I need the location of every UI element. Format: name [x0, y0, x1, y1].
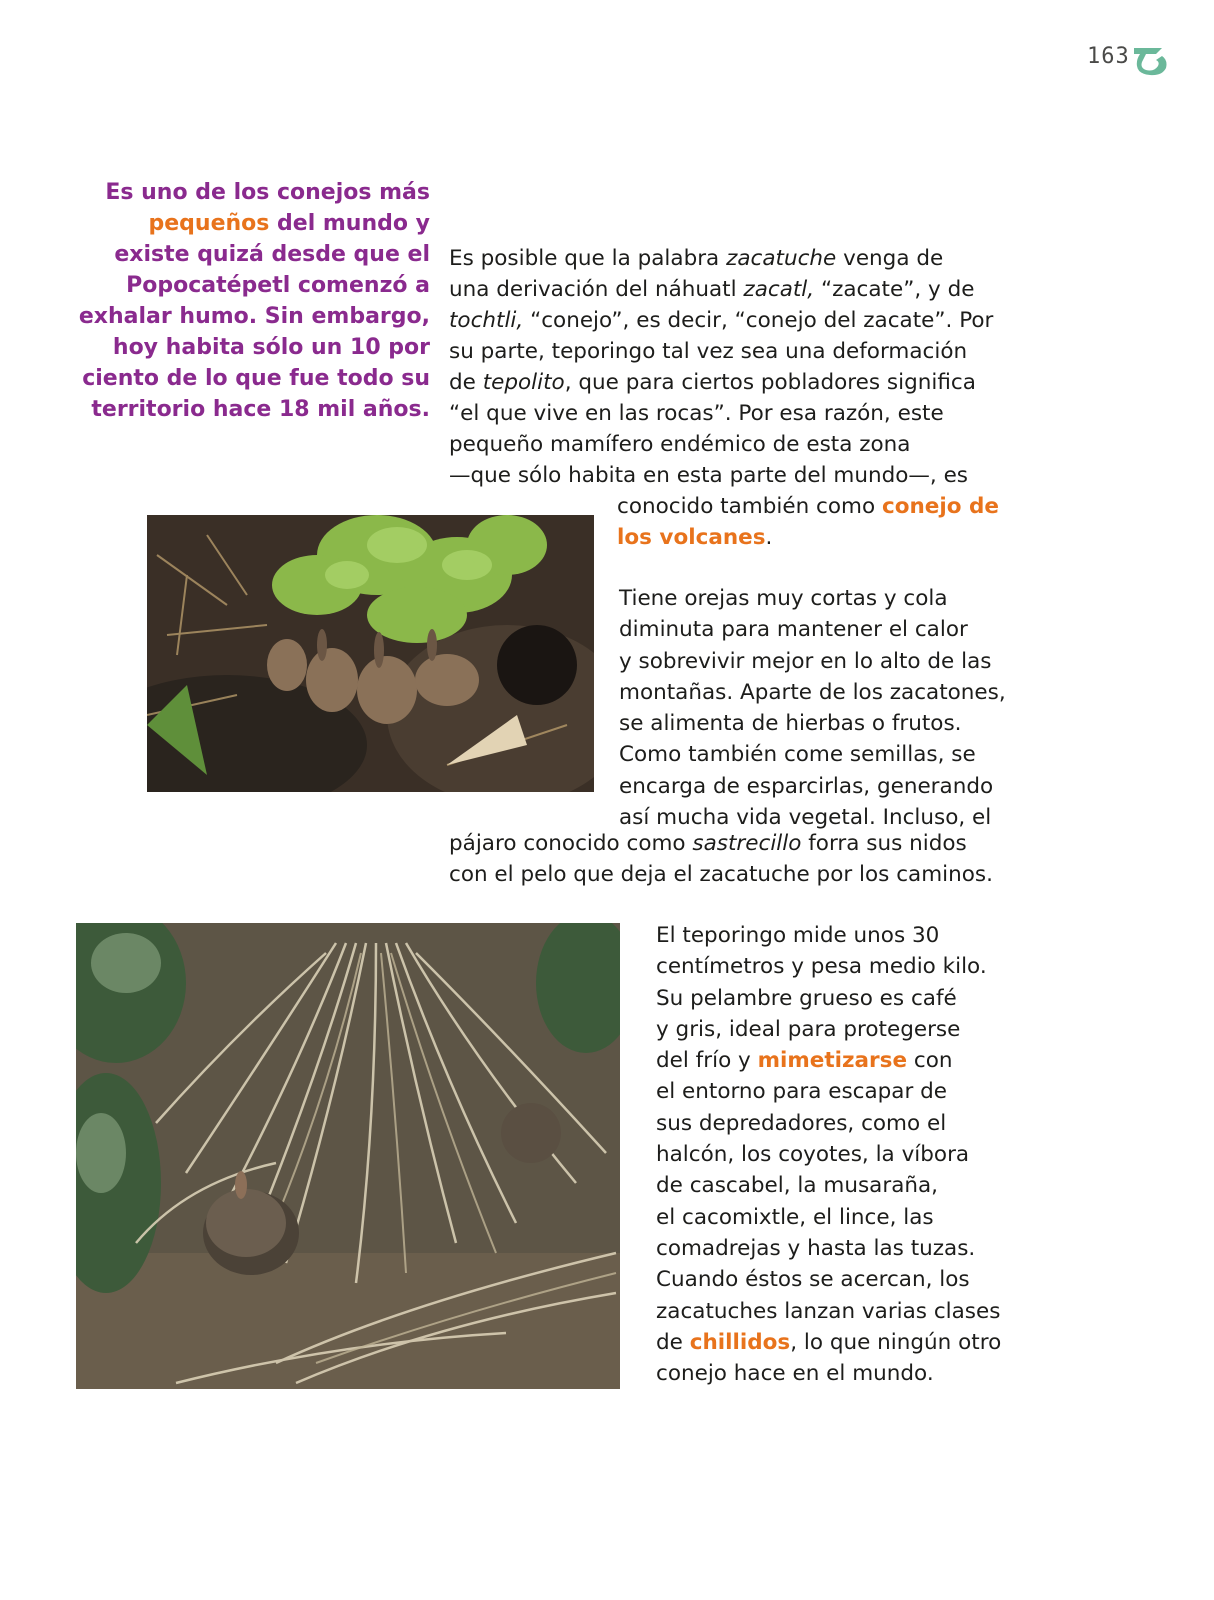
para2-line: se alimenta de hierbas o frutos.: [619, 711, 962, 737]
para1-line: pequeño mamífero endémico de esta zona: [449, 432, 911, 457]
highlight-term: mimetizarse: [757, 1048, 908, 1074]
para3-line: el entorno para escapar de: [656, 1079, 948, 1105]
para2-line: diminuta para mantener el calor: [619, 617, 968, 643]
para3-line: Cuando éstos se acercan, los: [656, 1267, 970, 1293]
italic-term: sastrecillo: [692, 831, 802, 856]
para1-line: [617, 491, 999, 522]
para1-line: [449, 305, 993, 336]
text: , que para ciertos pobladores significa: [564, 370, 976, 395]
italic-term: tochtli,: [449, 308, 524, 333]
text: venga de: [836, 246, 944, 271]
para3-line: conejo hace en el mundo.: [656, 1361, 934, 1387]
highlight-term: pequeños: [148, 211, 270, 236]
text: .: [765, 525, 773, 550]
page-ornament-icon: [1132, 44, 1170, 76]
highlight-term: los volcanes: [617, 525, 766, 550]
para3-line: halcón, los coyotes, la víbora: [656, 1142, 970, 1168]
para3-line: Su pelambre grueso es café: [656, 985, 957, 1011]
text: “zacate”, y de: [814, 277, 975, 302]
para3-line: [656, 1045, 1001, 1076]
para3-line: el cacomixtle, el lince, las: [656, 1204, 934, 1230]
para3-line: [656, 1327, 1001, 1358]
para2-line: con el pelo que deja el zacatuche por los caminos.: [449, 862, 993, 887]
quote-line: Popocatépetl comenzó a: [126, 273, 430, 298]
text: pájaro conocido como: [449, 831, 693, 856]
para2-line: encarga de esparcirlas, generando: [619, 773, 994, 799]
highlight-term: chillidos: [689, 1329, 791, 1355]
text: de: [656, 1329, 690, 1355]
para2-line: [449, 828, 967, 859]
para3-line: y gris, ideal para protegerse: [656, 1016, 961, 1042]
para2-line: y sobrevivir mejor en lo alto de las: [619, 648, 992, 674]
para3-line: de cascabel, la musaraña,: [656, 1173, 938, 1199]
quote-line: Es uno de los conejos más: [105, 180, 430, 205]
para1-line: [449, 243, 943, 274]
para3-line: comadrejas y hasta las tuzas.: [656, 1235, 976, 1261]
italic-term: zacatl,: [743, 277, 815, 302]
para2-line: montañas. Aparte de los zacatones,: [619, 679, 1006, 705]
highlight-term: conejo de: [881, 494, 999, 519]
para2-line: Tiene orejas muy cortas y cola: [619, 586, 948, 611]
text: de: [449, 370, 483, 395]
quote-line: ciento de lo que fue todo su: [82, 366, 430, 391]
italic-term: zacatuche: [726, 246, 837, 271]
para3-line: zacatuches lanzan varias clases: [656, 1298, 1001, 1324]
text: una derivación del náhuatl: [449, 277, 744, 302]
quote-line: [60, 208, 430, 239]
para1-line: su parte, teporingo tal vez sea una deformación: [449, 339, 968, 364]
para1-line: [449, 274, 974, 305]
quote-line: exhalar humo. Sin embargo,: [78, 304, 430, 329]
text: con: [907, 1048, 953, 1074]
italic-term: tepolito: [482, 370, 565, 395]
para1-line: —que sólo habita en esta parte del mundo—, es: [449, 463, 969, 488]
para3-line: centímetros y pesa medio kilo.: [656, 954, 987, 980]
para3-line: El teporingo mide unos 30: [656, 923, 940, 948]
para1-line: “el que vive en las rocas”. Por esa razón, este: [449, 401, 944, 426]
rabbits-burrow-photo: [147, 515, 594, 792]
para1-line: [449, 367, 976, 398]
quote-line: hoy habita sólo un 10 por: [112, 335, 430, 360]
para3-line: sus depredadores, como el: [656, 1110, 947, 1136]
quote-line: territorio hace 18 mil años.: [91, 397, 430, 422]
text: forra sus nidos: [801, 831, 967, 856]
para2-line: Como también come semillas, se: [619, 742, 976, 768]
quote-text: del mundo y: [269, 211, 430, 236]
para2-line: así mucha vida vegetal. Incluso, el: [619, 805, 992, 831]
rabbit-grass-photo: [76, 923, 620, 1389]
para3: [656, 920, 1001, 1389]
page-number: 163: [1087, 44, 1130, 69]
text: del frío y: [656, 1048, 758, 1074]
para1-line: [617, 522, 772, 553]
text: Es posible que la palabra: [449, 246, 727, 271]
text: “conejo”, es decir, “conejo del zacate”. Por: [523, 308, 994, 333]
text: conocido también como: [617, 494, 882, 519]
para2: [619, 583, 1006, 833]
quote-line: existe quizá desde que el: [114, 242, 430, 267]
text: , lo que ningún otro: [790, 1329, 1002, 1355]
sidebar-quote: [60, 177, 430, 425]
